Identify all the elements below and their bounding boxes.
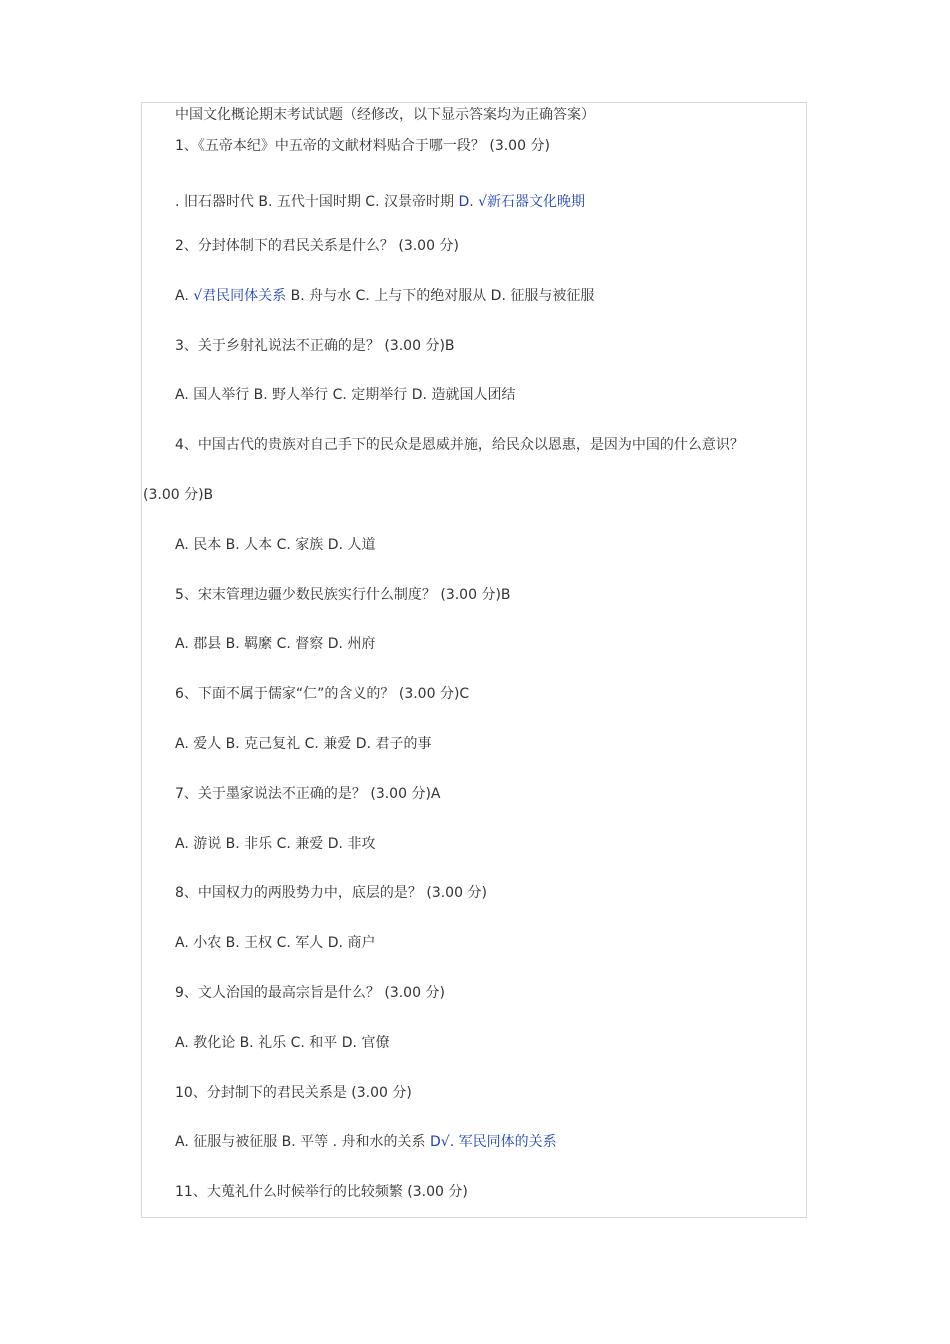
question-6: 6、下面不属于儒家“仁”的含义的？ (3.00 分)C	[175, 686, 470, 702]
question-6-options: A. 爱人 B. 克己复礼 C. 兼爱 D. 君子的事	[175, 736, 432, 752]
question-8: 8、中国权力的两股势力中，底层的是？ (3.00 分)	[175, 885, 487, 901]
question-10: 10、分封制下的君民关系是 (3.00 分)	[175, 1085, 412, 1101]
question-8-options: A. 小农 B. 王权 C. 军人 D. 商户	[175, 935, 376, 951]
question-9-options: A. 教化论 B. 礼乐 C. 和平 D. 官僚	[175, 1035, 390, 1051]
question-4-continued: (3.00 分)B	[143, 487, 214, 503]
question-10-options: A. 征服与被征服 B. 平等 . 舟和水的关系 D√. 军民同体的关系	[175, 1134, 557, 1150]
question-3: 3、关于乡射礼说法不正确的是？ (3.00 分)B	[175, 338, 455, 354]
question-4-options: A. 民本 B. 人本 C. 家族 D. 人道	[175, 537, 376, 553]
question-2-options: A. √君民同体关系 B. 舟与水 C. 上与下的绝对服从 D. 征服与被征服	[175, 288, 595, 304]
question-7: 7、关于墨家说法不正确的是？ (3.00 分)A	[175, 786, 441, 802]
question-1: 1、《五帝本纪》中五帝的文献材料贴合于哪一段？ (3.00 分)	[175, 138, 550, 154]
answer-highlight: D. √新石器文化晚期	[458, 194, 586, 210]
question-7-options: A. 游说 B. 非乐 C. 兼爱 D. 非攻	[175, 836, 376, 852]
document-title: 中国文化概论期末考试试题（经修改，以下显示答案均为正确答案）	[175, 107, 595, 123]
question-11: 11、大蒐礼什么时候举行的比较频繁 (3.00 分)	[175, 1184, 468, 1200]
question-5: 5、宋末管理边疆少数民族实行什么制度？ (3.00 分)B	[175, 587, 511, 603]
answer-highlight: √君民同体关系	[193, 288, 287, 304]
question-9: 9、文人治国的最高宗旨是什么？ (3.00 分)	[175, 985, 445, 1001]
answer-highlight: D√. 军民同体的关系	[430, 1134, 557, 1150]
question-1-options: . 旧石器时代 B. 五代十国时期 C. 汉景帝时期 D. √新石器文化晚期	[175, 194, 586, 210]
question-3-options: A. 国人举行 B. 野人举行 C. 定期举行 D. 造就国人团结	[175, 387, 516, 403]
question-4: 4、中国古代的贵族对自己手下的民众是恩威并施，给民众以恩惠，是因为中国的什么意识？	[175, 437, 744, 453]
question-5-options: A. 郡县 B. 羁縻 C. 督察 D. 州府	[175, 636, 376, 652]
question-2: 2、分封体制下的君民关系是什么？ (3.00 分)	[175, 238, 459, 254]
